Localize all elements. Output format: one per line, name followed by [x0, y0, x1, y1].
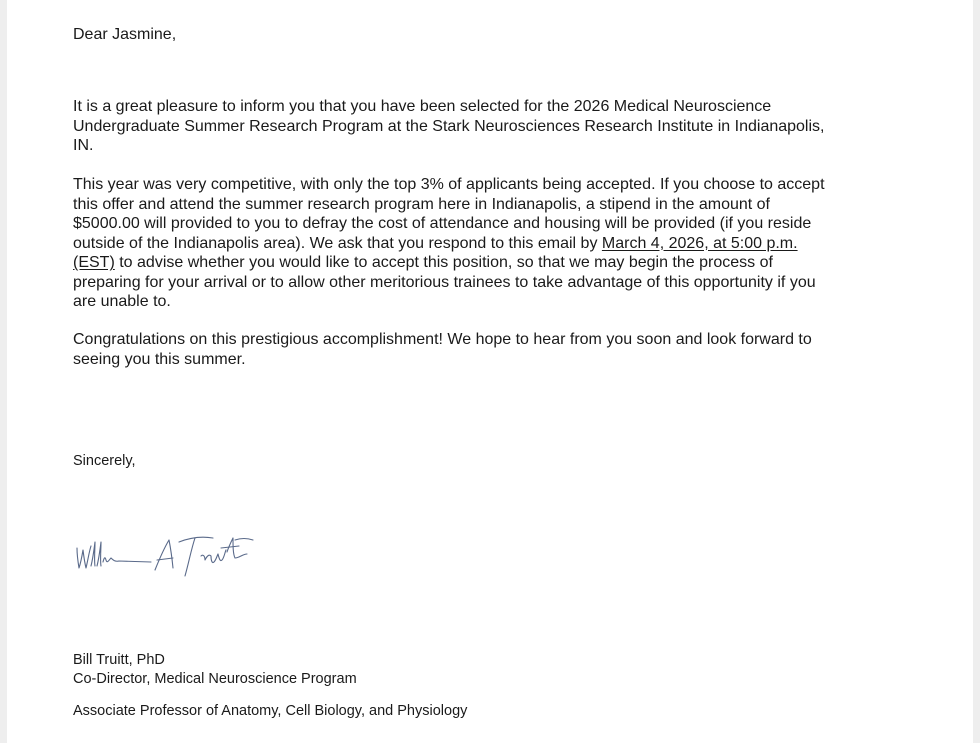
- signer-role: Co-Director, Medical Neuroscience Program: [73, 670, 357, 687]
- paragraph-line: Congratulations on this prestigious accomplishment! We hope to hear from you soon and look forward to: [73, 331, 812, 348]
- paragraph-line: IN.: [73, 137, 94, 154]
- paragraph-line: seeing you this summer.: [73, 350, 246, 368]
- signer-name: Bill Truitt, PhD: [73, 652, 165, 668]
- paragraph-line: preparing for your arrival or to allow other meritorious trainees to take advantage of this opportunity if you: [73, 273, 816, 291]
- paragraph-line: This year was very competitive, with only the top 3% of applicants being accepted. If you choose to accept: [73, 176, 825, 193]
- deadline-suffix: to advise whether you would like to accept this position, so that we may begin the process of: [114, 254, 773, 271]
- paragraph-line: [73, 253, 905, 273]
- paragraph-selection: [73, 97, 905, 156]
- paragraph-congratulations: [73, 330, 905, 369]
- paragraph-line: It is a great pleasure to inform you that you have been selected for the 2026 Medical Neuroscience: [73, 98, 772, 115]
- deadline-date: March 4, 2026, at 5:00 p.m.: [601, 234, 798, 252]
- paragraph-line: [73, 234, 905, 254]
- signer-title: Associate Professor of Anatomy, Cell Biology, and Physiology: [73, 703, 468, 719]
- paragraph-line: Undergraduate Summer Research Program at the Stark Neurosciences Research Institute in Indianapolis,: [73, 117, 825, 135]
- signer-block: [73, 651, 357, 688]
- closing: Sincerely,: [73, 453, 136, 469]
- deadline-timezone: (EST): [73, 254, 115, 271]
- letter-page: [7, 0, 973, 743]
- paragraph-line: are unable to.: [73, 293, 171, 310]
- deadline-prefix: outside of the Indianapolis area). We ask that you respond to this email by: [73, 234, 602, 252]
- salutation: Dear Jasmine,: [73, 26, 177, 43]
- paragraph-line: $5000.00 will provided to you to defray the cost of attendance and housing will be provided (if you reside: [73, 215, 812, 232]
- paragraph-details: [73, 175, 905, 312]
- paragraph-line: this offer and attend the summer research program here in Indianapolis, a stipend in the amount of: [73, 195, 770, 213]
- signature-image: [71, 520, 271, 578]
